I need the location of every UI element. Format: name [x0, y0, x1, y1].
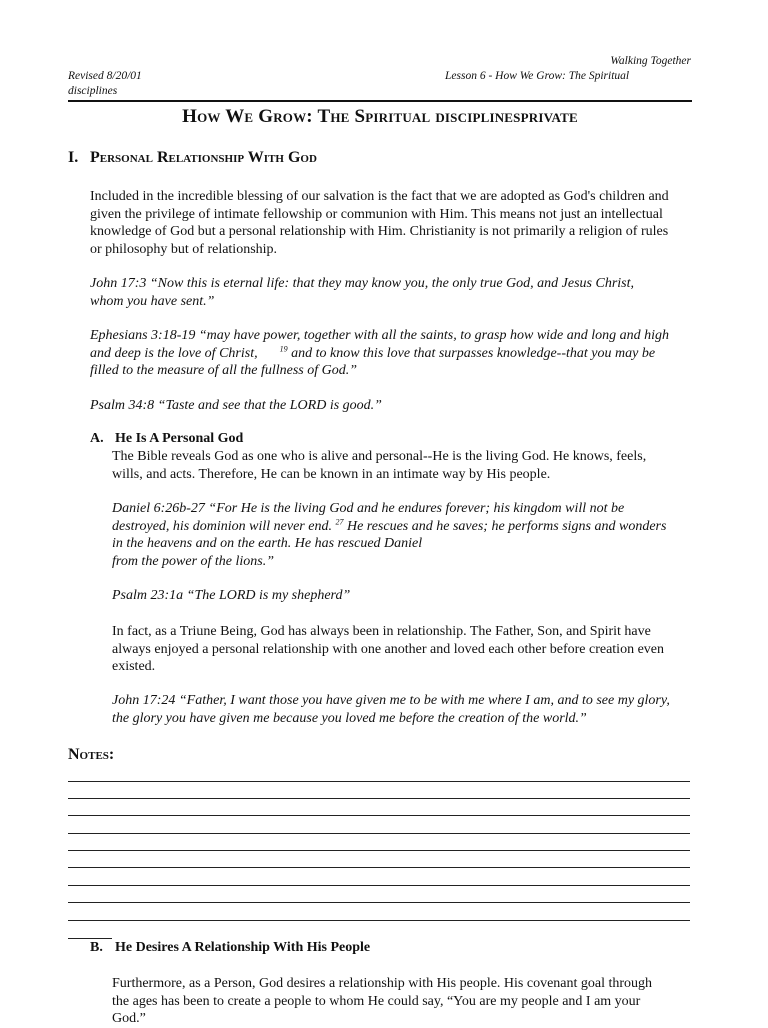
- text-line: in the heavens and on the earth. He has rescued Daniel: [112, 536, 423, 551]
- note-line: [68, 781, 690, 782]
- note-line: [68, 798, 690, 799]
- triune-paragraph: [112, 623, 691, 676]
- notes-heading: Notes:: [68, 746, 115, 763]
- text-line: Ephesians 3:18-19 “may have power, together with all the saints, to grasp how wide and long and high: [90, 328, 670, 343]
- text-line: [112, 518, 691, 536]
- text-line: Included in the incredible blessing of our salvation is the fact that we are adopted as God's children and: [90, 189, 669, 204]
- note-line: [68, 867, 690, 868]
- text-line: The Bible reveals God as one who is alive and personal--He is the living God. He knows, feels,: [112, 449, 647, 464]
- text-line: God.”: [112, 1011, 146, 1026]
- short-rule: [68, 938, 112, 939]
- subsection-title: He Desires A Relationship With His People: [115, 940, 371, 955]
- section-title: Personal Relationship With God: [90, 149, 317, 166]
- section-heading: [68, 149, 317, 167]
- subsection-letter: B.: [90, 940, 103, 955]
- text-line: John 17:24 “Father, I want those you have given me to be with me where I am, and to see my glory,: [112, 693, 670, 708]
- text-line: given the privilege of intimate fellowship or communion with Him. This means not just an intellectual: [90, 206, 663, 222]
- text-line: existed.: [112, 659, 156, 674]
- verse-john-17-3: [90, 275, 691, 310]
- note-line: [68, 850, 690, 851]
- page-title: How We Grow: The Spiritual disciplinesprivate: [182, 106, 578, 127]
- text-line: from the power of the lions.”: [112, 553, 275, 569]
- note-line: [68, 920, 690, 921]
- subsection-letter: A.: [90, 431, 104, 446]
- text-line: knowledge of God but a personal relationship with Him. Christianity is not primarily a religion of rules: [90, 224, 669, 239]
- note-line: [68, 885, 690, 886]
- text-fragment: He rescues and he saves; he performs signs and wonders: [343, 518, 667, 534]
- text-line: or philosophy but of relationship.: [90, 241, 278, 257]
- note-line: [68, 815, 690, 816]
- header-series: Walking Together: [610, 55, 691, 67]
- subsection-b-text: [112, 975, 691, 1028]
- header-revised: Revised 8/20/01: [68, 70, 142, 82]
- verse-number: 27: [335, 516, 344, 526]
- text-line: whom you have sent.”: [90, 293, 215, 309]
- header-lesson: Lesson 6 - How We Grow: The Spiritual: [445, 70, 630, 82]
- verse-number: 19: [279, 343, 288, 353]
- text-line: filled to the measure of all the fullness of God.”: [90, 363, 358, 378]
- header-continuation: disciplines: [68, 85, 118, 97]
- text-line: Furthermore, as a Person, God desires a relationship with His people. His covenant goal through: [112, 976, 653, 991]
- intro-paragraph: [90, 188, 691, 258]
- subsection-title: He Is A Personal God: [115, 431, 244, 446]
- text-fragment: and deep is the love of Christ,: [90, 345, 258, 361]
- subsection-a-text: [112, 448, 691, 483]
- section-number: I.: [68, 149, 79, 166]
- text-line: the glory you have given me because you loved me before the creation of the world.”: [112, 710, 587, 726]
- text-line: wills, and acts. Therefore, He can be known in an intimate way by His people.: [112, 466, 551, 482]
- text-line: always enjoyed a personal relationship with one another and loved each other before creation even: [112, 641, 665, 657]
- verse-ephesians: [90, 327, 691, 380]
- text-line: In fact, as a Triune Being, God has always been in relationship. The Father, Son, and Spirit have: [112, 624, 651, 639]
- verse-daniel: [112, 500, 691, 570]
- text-line: [90, 345, 691, 363]
- text-line: Daniel 6:26b-27 “For He is the living God and he endures forever; his kingdom will not be: [112, 501, 625, 516]
- subsection-b-heading: [90, 940, 370, 956]
- text-fragment: destroyed, his dominion will never end.: [112, 518, 332, 534]
- verse-psalm-23-1: Psalm 23:1a “The LORD is my shepherd”: [112, 588, 351, 603]
- text-line: the ages has been to create a people to whom He could say, “You are my people and I am your: [112, 993, 641, 1009]
- subsection-a-heading: [90, 431, 243, 447]
- note-line: [68, 902, 690, 903]
- text-line: John 17:3 “Now this is eternal life: that they may know you, the only true God, and Jesus Christ,: [90, 276, 634, 291]
- verse-john-17-24: [112, 692, 691, 727]
- note-line: [68, 833, 690, 834]
- verse-psalm-34-8: Psalm 34:8 “Taste and see that the LORD is good.”: [90, 398, 382, 413]
- text-fragment: and to know this love that surpasses knowledge--that you may be: [287, 345, 656, 361]
- header-rule: [68, 100, 692, 102]
